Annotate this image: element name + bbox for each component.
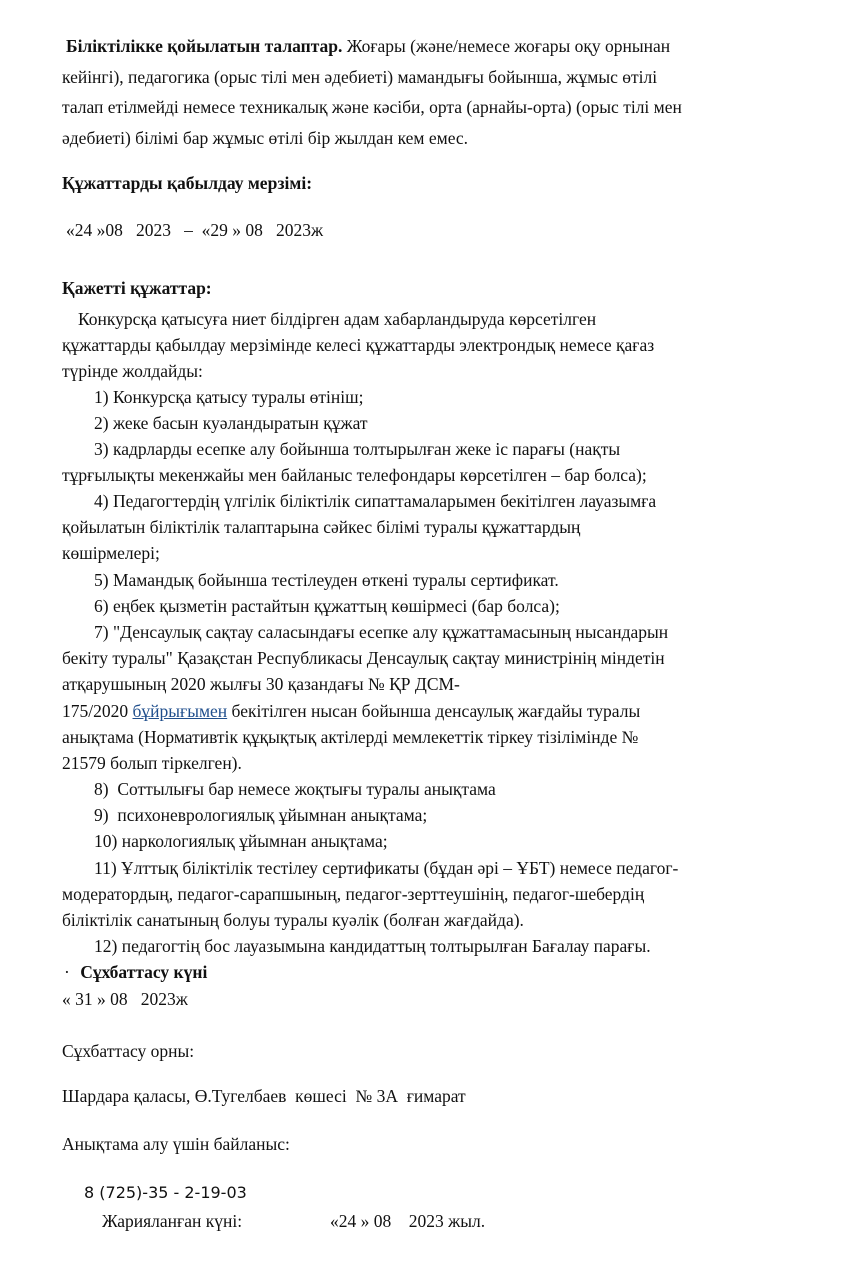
documents-intro-1: Конкурсқа қатысуға ниет білдірген адам хабарландыруда көрсетілген [78, 309, 597, 329]
document-item-4b: қойылатын біліктілік талаптарына сәйкес білімі туралы құжаттардың [62, 517, 581, 537]
interview-date: « 31 » 08 2023ж [62, 989, 188, 1009]
document-item-4a: 4) Педагогтердің үлгілік біліктілік сипаттамаларымен бекітілген лауазымға [94, 491, 657, 511]
document-item-11a: 11) Ұлттық біліктілік тестілеу сертификаты (бұдан әрі – ҰБТ) немесе педагог- [94, 858, 679, 878]
document-item-12: 12) педагогтің бос лауазымына кандидаттың толтырылған Бағалау парағы. [94, 936, 651, 956]
interview-place-label: Сұхбаттасу орны: [62, 1041, 195, 1061]
contact-label: Анықтама алу үшін байланыс: [62, 1134, 290, 1154]
document-item-7e: анықтама (Нормативтік құқықтық актілерді мемлекеттік тіркеу тізілімінде № [62, 727, 639, 747]
requirements-line-2: кейінгі), педагогика (орыс тілі мен әдебиеті) мамандығы бойынша, жұмыс өтілі [62, 67, 658, 87]
requirements-line-4: әдебиеті) білімі бар жұмыс өтілі бір жылдан кем емес. [62, 128, 469, 148]
document-item-7d [62, 698, 640, 724]
document-item-11b: модератордың, педагог-сарапшының, педагог-зерттеушінің, педагог-шебердің [62, 884, 645, 904]
published-label: Жарияланған күні: [102, 1211, 243, 1231]
document-item-11c: біліктілік санатының болуы туралы куәлік (болған жағдайда). [62, 910, 524, 930]
interview-heading: Сұхбаттасу күні [80, 962, 208, 982]
document-item-1: 1) Конкурсқа қатысу туралы өтініш; [94, 387, 364, 407]
requirements-line-3: талап етілмейді немесе техникалық және кәсіби, орта (арнайы-орта) (орыс тілі мен [62, 97, 682, 117]
interview-place: Шардара қаласы, Ө.Тугелбаев көшесі № 3А ғимарат [62, 1086, 466, 1106]
acceptance-dates: «24 »08 2023 – «29 » 08 2023ж [66, 220, 324, 240]
document-item-10: 10) наркологиялық ұйымнан анықтама; [94, 831, 388, 851]
interview-heading-row [64, 959, 207, 985]
document-item-5: 5) Мамандық бойынша тестілеуден өткені туралы сертификат. [94, 570, 559, 590]
document-item-2: 2) жеке басын куәландыратын құжат [94, 413, 368, 433]
documents-intro-3: түрінде жолдайды: [62, 361, 203, 381]
requirements-text-1: Жоғары (және/немесе жоғары оқу орнынан [346, 36, 671, 56]
document-item-3a: 3) кадрларды есепке алу бойынша толтырылған жеке іс парағы (нақты [94, 439, 621, 459]
requirements-label: Біліктілікке қойылатын талаптар. [66, 36, 343, 56]
document-item-3b: тұрғылықты мекенжайы мен байланыс телефондары көрсетілген – бар болса); [62, 465, 647, 485]
acceptance-heading: Құжаттарды қабылдау мерзімі: [62, 173, 313, 193]
document-item-6: 6) еңбек қызметін растайтын құжаттың көшірмесі (бар болса); [94, 596, 560, 616]
document-item-7d-suffix: бекітілген нысан бойынша денсаулық жағдайы туралы [227, 701, 641, 721]
document-item-7a: 7) "Денсаулық сақтау саласындағы есепке алу құжаттамасының нысандарын [94, 622, 669, 642]
document-item-7b: бекіту туралы" Қазақстан Республикасы Денсаулық сақтау министрінің міндетін [62, 648, 665, 668]
contact-phone: 8 (725)-35 - 2-19-03 [84, 1183, 247, 1202]
document-item-8: 8) Соттылығы бар немесе жоқтығы туралы анықтама [94, 779, 496, 799]
documents-heading: Қажетті құжаттар: [62, 278, 212, 298]
document-item-7c: атқарушының 2020 жылғы 30 қазандағы № ҚР ДСМ- [62, 674, 460, 694]
document-item-4c: көшірмелері; [62, 543, 160, 563]
document-item-9: 9) психоневрологиялық ұйымнан анықтама; [94, 805, 428, 825]
document-item-7f: 21579 болып тіркелген). [62, 753, 242, 773]
document-item-7d-prefix: 175/2020 [62, 701, 133, 721]
requirements-line-1 [66, 33, 670, 59]
bullet-icon: · [64, 962, 70, 982]
published-date: «24 » 08 2023 жыл. [330, 1211, 486, 1231]
order-link[interactable]: бұйрығымен [132, 701, 228, 721]
documents-intro-2: құжаттарды қабылдау мерзімінде келесі құжаттарды электрондық немесе қағаз [62, 335, 655, 355]
